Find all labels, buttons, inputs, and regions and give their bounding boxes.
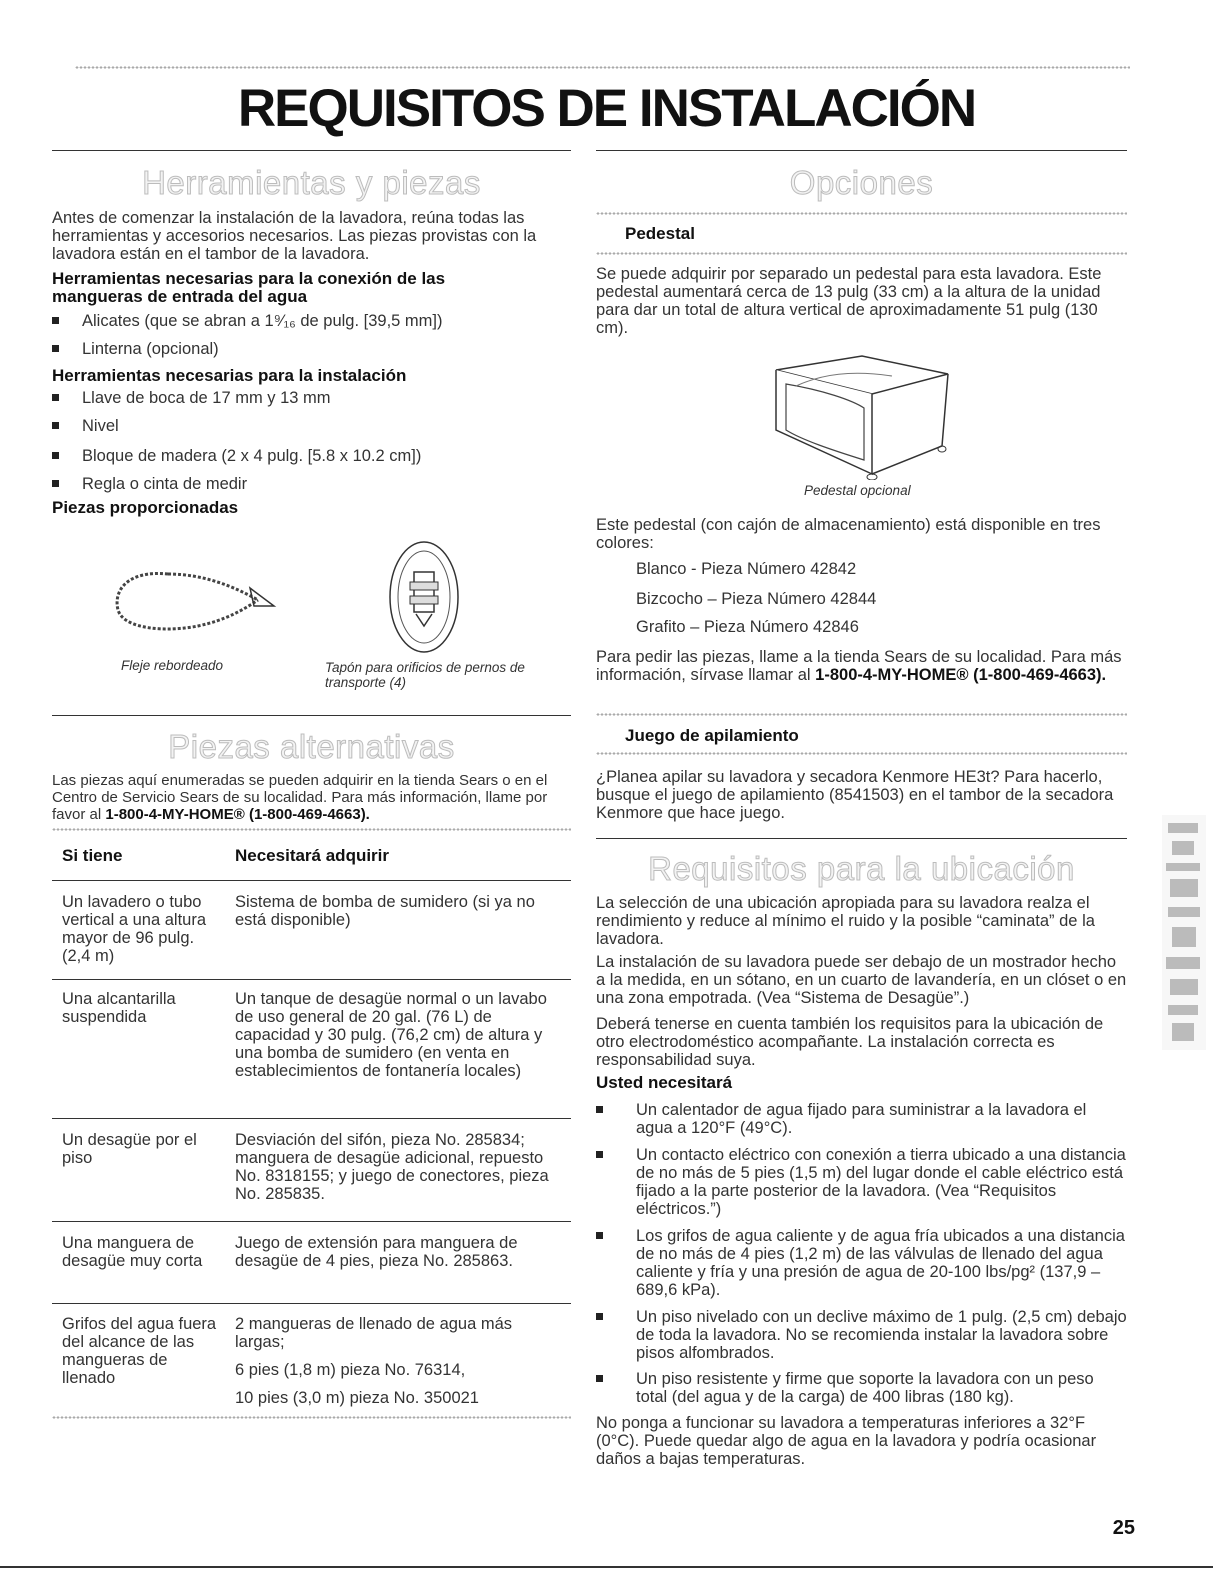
you-need-heading: Usted necesitará: [596, 1073, 733, 1092]
shipping-bolt-plug-illustration: [384, 538, 464, 656]
bullet-icon: [52, 422, 59, 429]
location-p2: La instalación de su lavadora puede ser debajo de un mostrador hecho a la medida, en un sótano, en un cuarto de lavandería, en un clóset o en una zona empotrada. (Vea “Sistema de Desagüe”.): [596, 953, 1127, 1007]
table-cell-if: Un desagüe por el piso: [62, 1131, 197, 1167]
table-cell-if: Una alcantarilla suspendida: [62, 990, 176, 1026]
pedestal-text: Se puede adquirir por separado un pedestal para esta lavadora. Este pedestal aumentará cerca de 13 pulg (33 cm) a la altura de la unidad para dar un total de altura vertical de aproximadamente 51 pulg (130 cm).: [596, 265, 1102, 337]
table-rule: [52, 1221, 571, 1222]
table-rule: [52, 880, 571, 881]
bullet-icon: [596, 1151, 603, 1158]
bullet-icon: [596, 1313, 603, 1320]
table-top-rule: [52, 828, 571, 831]
bullet-icon: [596, 1232, 603, 1239]
side-tab-decoration: [1160, 815, 1208, 1050]
stacking-kit-text: ¿Planea apilar su lavadora y secadora Kenmore HE3t? Para hacerlo, busque el juego de apilamiento (8541503) en el tambor de la secadora Kenmore que hace juego.: [596, 768, 1114, 822]
hose-tools-heading: Herramientas necesarias para la conexión de las mangueras de entrada del agua: [52, 269, 446, 306]
bullet-icon: [52, 345, 59, 352]
table-header-need: Necesitará adquirir: [235, 846, 390, 865]
subsection-rule: [596, 212, 1127, 215]
table-bottom-rule: [52, 1416, 571, 1419]
pedestal-illustration: [762, 350, 962, 480]
table-header-if: Si tiene: [62, 846, 123, 865]
caption-pedestal: Pedestal opcional: [804, 483, 911, 498]
subsection-rule: [596, 252, 1127, 255]
pedestal-heading: Pedestal: [625, 224, 695, 243]
subsection-rule: [596, 713, 1127, 716]
beaded-strap-illustration: [108, 560, 278, 660]
subsection-rule: [596, 752, 1127, 755]
section-heading-tools: Herramientas y piezas: [142, 164, 481, 201]
bullet-icon: [596, 1106, 603, 1113]
table-cell-need: Juego de extensión para manguera de desagüe de 4 pies, pieza No. 285863.: [235, 1234, 518, 1270]
section-heading-options: Opciones: [789, 164, 934, 201]
page-title: REQUISITOS DE INSTALACIÓN: [237, 79, 976, 138]
bullet-icon: [52, 480, 59, 487]
table-rule: [52, 1303, 571, 1304]
bullet-icon: [52, 317, 59, 324]
table-cell-if: Una manguera de desagüe muy corta: [62, 1234, 203, 1270]
bullet-icon: [596, 1375, 603, 1382]
table-rule: [52, 1118, 571, 1119]
bullet-icon: [52, 452, 59, 459]
color-option: Blanco - Pieza Número 42842: [636, 560, 857, 578]
order-text: Para pedir las piezas, llame a la tienda Sears de su localidad. Para más información, sírvase llamar al 1-800-4-MY-HOME® (1-800-469-4663).: [596, 648, 1122, 684]
stacking-kit-heading: Juego de apilamiento: [625, 726, 799, 745]
tools-intro: Antes de comenzar la instalación de la lavadora, reúna todas las herramientas y accesorios necesarios. Las piezas provistas con la lavadora están en el tambor de la lavadora.: [52, 209, 537, 263]
table-rule: [52, 979, 571, 980]
caption-beaded-strap: Fleje rebordeado: [121, 658, 224, 673]
section-rule: [596, 150, 1127, 151]
table-cell-if: Grifos del agua fuera del alcance de las mangueras de llenado: [62, 1315, 217, 1387]
parts-heading: Piezas proporcionadas: [52, 498, 239, 517]
table-cell-need: Un tanque de desagüe normal o un lavabo de uso general de 20 gal. (76 L) de capacidad y 30 pulg. (76,2 cm) de altura y una bomba de sumidero (en venta en establecimientos de fontanería locales): [235, 990, 547, 1080]
table-cell-need: 2 mangueras de llenado de agua más largas; 6 pies (1,8 m) pieza No. 76314, 10 pies (3,0 m) pieza No. 350021: [235, 1315, 513, 1407]
section-rule: [52, 150, 571, 151]
location-p3: Deberá tenerse en cuenta también los requisitos para la ubicación de otro electrodoméstico acompañante. La instalación correcta es responsabilidad suya.: [596, 1015, 1104, 1069]
table-cell-if: Un lavadero o tubo vertical a una altura mayor de 96 pulg. (2,4 m): [62, 893, 206, 965]
color-option: Bizcocho – Pieza Número 42844: [636, 590, 877, 608]
page-number: 25: [1112, 1517, 1135, 1539]
table-cell-need: Desviación del sifón, pieza No. 285834; manguera de desagüe adicional, repuesto No. 8318155; y juego de conectores, pieza No. 285835.: [235, 1131, 549, 1203]
section-rule: [596, 838, 1127, 839]
closing-note: No ponga a funcionar su lavadora a temperaturas inferiores a 32°F (0°C). Puede quedar algo de agua en la lavadora y podría ocasionar daños a bajas temperaturas.: [596, 1414, 1097, 1468]
caption-shipping-plug: Tapón para orificios de pernos de transporte (4): [325, 660, 525, 690]
section-heading-location: Requisitos para la ubicación: [648, 850, 1075, 887]
bottom-rule: [0, 1566, 1213, 1568]
location-p1: La selección de una ubicación apropiada para su lavadora realza el rendimiento y reduce al mínimo el ruido y la posible “caminata” de la lavadora.: [596, 894, 1095, 948]
bullet-icon: [52, 394, 59, 401]
pedestal-colors-intro: Este pedestal (con cajón de almacenamiento) está disponible en tres colores:: [596, 516, 1101, 552]
table-cell-need: Sistema de bomba de sumidero (si ya no está disponible): [235, 893, 535, 929]
section-heading-alt-parts: Piezas alternativas: [168, 728, 455, 765]
section-rule: [52, 715, 571, 716]
install-tools-heading: Herramientas necesarias para la instalación: [52, 366, 407, 385]
alt-parts-intro: Las piezas aquí enumeradas se pueden adquirir en la tienda Sears o en el Centro de Servicio Sears de su localidad. Para más información, llame por favor al 1-800-4-MY-HOME® (1-800-469-4663).: [52, 772, 548, 823]
color-option: Grafito – Pieza Número 42846: [636, 618, 859, 636]
top-dotted-rule: [75, 66, 1130, 69]
